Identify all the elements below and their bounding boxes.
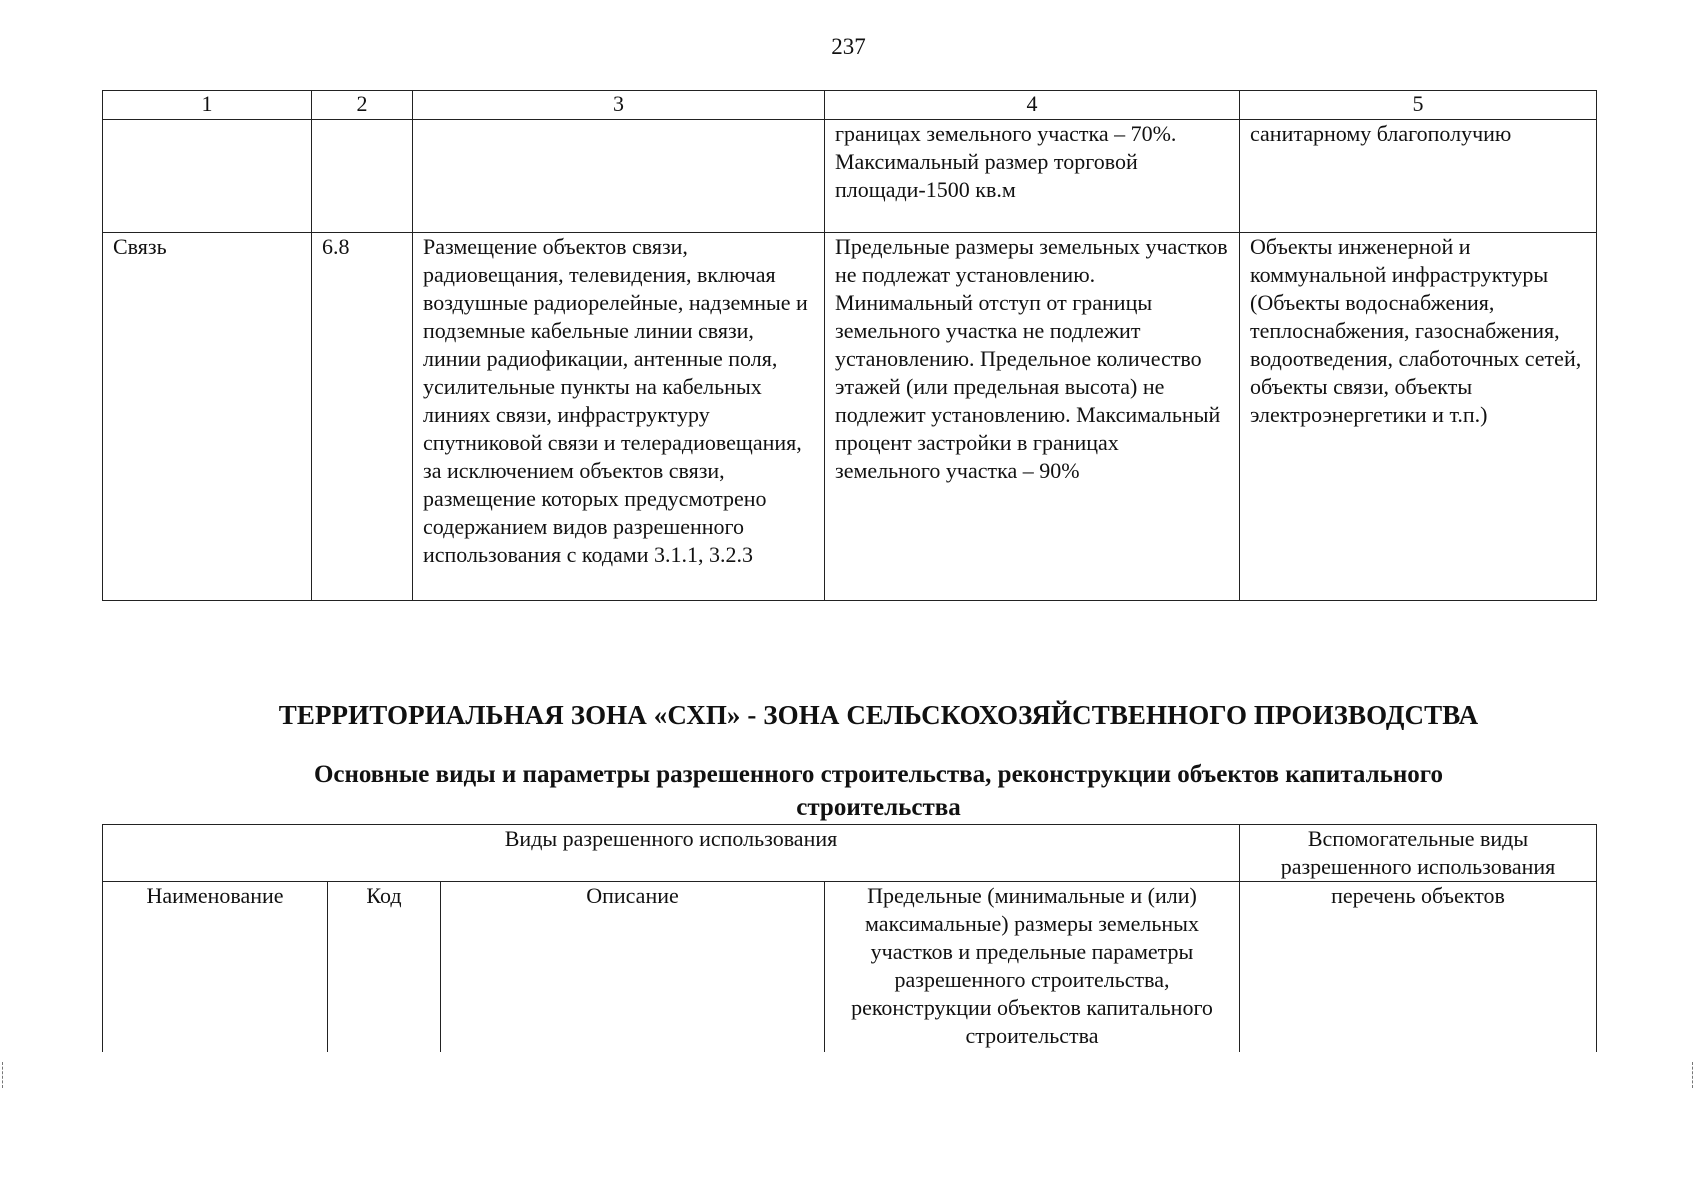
table-row [103, 120, 1597, 233]
permitted-uses-header: Виды разрешенного использования [103, 825, 1240, 882]
left-margin-mark [2, 1062, 7, 1088]
code-cell: 6.8 [312, 233, 413, 601]
column-header-row [103, 882, 1597, 1053]
continuation-table [102, 90, 1597, 601]
parameters-cell: границах земельного участка – 70%. Максимальный размер торговой площади-1500 кв.м [825, 120, 1240, 233]
auxiliary-cell: Объекты инженерной и коммунальной инфраструктуры (Объекты водоснабжения, теплоснабжения, газоснабжения, водоотведения, слаботочных сетей, объекты связи, объекты электроэнергетики и т.п.) [1240, 233, 1597, 601]
column-number: 5 [1240, 91, 1597, 120]
code-header: Код [328, 882, 441, 1053]
section-heading: Основные виды и параметры разрешенного строительства, реконструкции объектов капитального строительства [313, 761, 1444, 821]
objects-list-header: перечень объектов [1240, 882, 1597, 1053]
permitted-uses-table [102, 824, 1597, 1052]
auxiliary-cell: санитарному благополучию [1240, 120, 1597, 233]
auxiliary-uses-header: Вспомогательные виды разрешенного использования [1240, 825, 1597, 882]
column-number: 2 [312, 91, 413, 120]
column-number-row [103, 91, 1597, 120]
right-margin-mark [1692, 1062, 1697, 1088]
code-cell [312, 120, 413, 233]
column-number: 1 [103, 91, 312, 120]
page-number: 237 [831, 34, 866, 59]
description-header: Описание [441, 882, 825, 1053]
column-number: 4 [825, 91, 1240, 120]
parameters-cell: Предельные размеры земельных участков не подлежат установлению. Минимальный отступ от границы земельного участка не подлежит установлению. Предельное количество этажей (или предельная высота) не подлежит установлению. Максимальный процент застройки в границах земельного участка – 90% [825, 233, 1240, 601]
description-cell [413, 120, 825, 233]
zone-heading: ТЕРРИТОРИАЛЬНАЯ ЗОНА «СХП» - ЗОНА СЕЛЬСКОХОЗЯЙСТВЕННОГО ПРОИЗВОДСТВА [278, 700, 1479, 730]
group-header-row [103, 825, 1597, 882]
name-header: Наименование [103, 882, 328, 1053]
name-cell [103, 120, 312, 233]
parameters-header: Предельные (минимальные и (или) максимальные) размеры земельных участков и предельные параметры разрешенного строительства, реконструкции объектов капитального строительства [825, 882, 1240, 1053]
table-row [103, 233, 1597, 601]
description-cell: Размещение объектов связи, радиовещания, телевидения, включая воздушные радиорелейные, надземные и подземные кабельные линии связи, линии радиофикации, антенные поля, усилительные пункты на кабельных линиях связи, инфраструктуру спутниковой связи и телерадиовещания, за исключением объектов связи, размещение которых предусмотрено содержанием видов разрешенного использования с кодами 3.1.1, 3.2.3 [413, 233, 825, 601]
name-cell: Связь [103, 233, 312, 601]
column-number: 3 [413, 91, 825, 120]
